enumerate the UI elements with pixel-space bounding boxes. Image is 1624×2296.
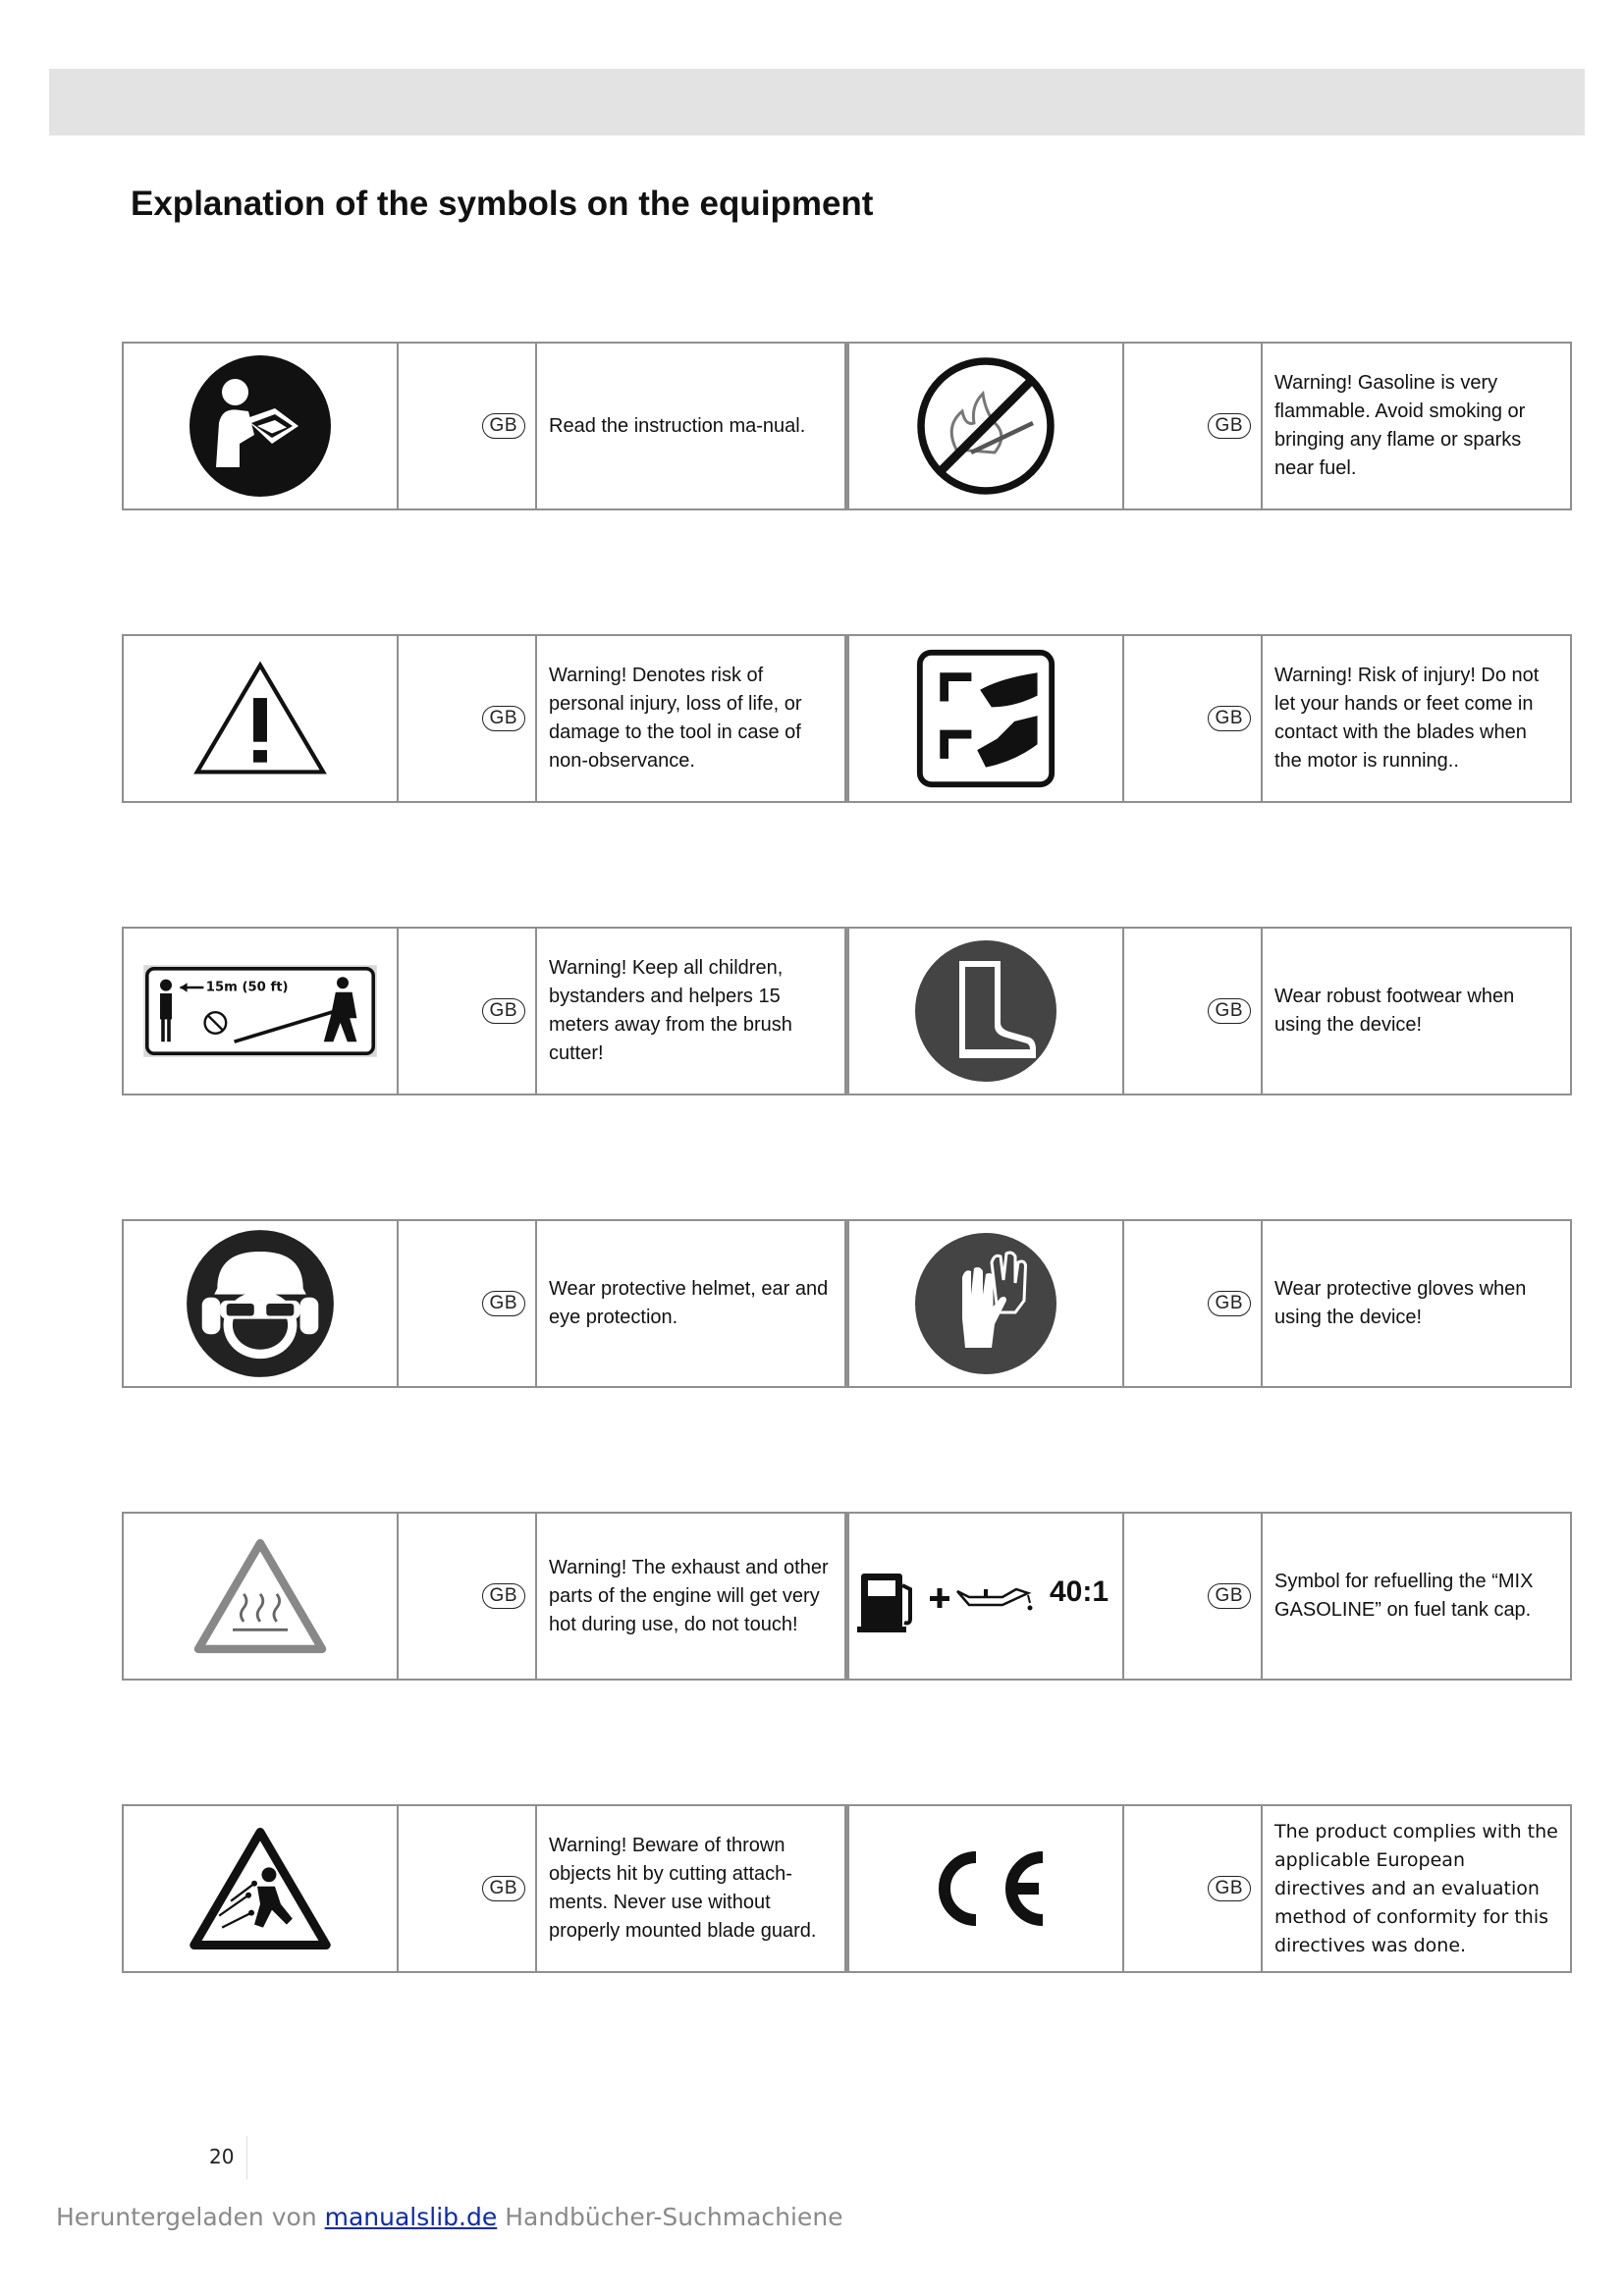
symbol-cell xyxy=(847,1805,1124,1972)
symbol-row xyxy=(122,1804,1572,1973)
symbol-cell xyxy=(123,343,398,509)
download-footer xyxy=(56,2203,843,2231)
symbol-row xyxy=(122,1512,1572,1681)
gb-cell xyxy=(1123,343,1262,509)
footer-suffix: Handbücher-Suchmachiene xyxy=(505,2203,843,2231)
no-flame-icon xyxy=(912,352,1059,500)
gb-badge: GB xyxy=(1208,706,1251,731)
page-title: Explanation of the symbols on the equipment xyxy=(131,185,874,223)
footer-prefix: Heruntergeladen von xyxy=(56,2203,317,2231)
gb-badge: GB xyxy=(482,1583,525,1609)
gb-cell xyxy=(398,343,536,509)
distance-15m-icon xyxy=(140,964,380,1058)
symbol-description: Warning! Denotes risk of personal injury, loss of life, or damage to the tool in case of non-observance. xyxy=(536,635,847,802)
gb-cell xyxy=(398,1513,536,1680)
symbol-cell xyxy=(847,1220,1124,1387)
page-number: 20 xyxy=(209,2145,235,2168)
symbol-description: Wear robust footwear when using the device! xyxy=(1262,928,1571,1095)
warning-triangle-icon xyxy=(191,660,329,777)
symbol-cell xyxy=(847,1513,1124,1680)
gb-badge: GB xyxy=(1208,1291,1251,1316)
symbol-description: The product complies with the applicable European directives and an evaluation method of conformity for this directives was done. xyxy=(1262,1805,1571,1972)
symbol-cell xyxy=(123,635,398,802)
ce-mark-icon xyxy=(917,1840,1055,1938)
symbol-description: Warning! Gasoline is very flammable. Avoid smoking or bringing any flame or sparks near fuel. xyxy=(1262,343,1571,509)
manualslib-link[interactable]: manualslib.de xyxy=(324,2203,498,2231)
gb-badge: GB xyxy=(1208,1583,1251,1609)
symbol-cell xyxy=(847,928,1124,1095)
symbol-cell xyxy=(123,1220,398,1387)
blade-hand-foot-icon xyxy=(914,647,1057,790)
symbol-description: Wear protective helmet, ear and eye protection. xyxy=(536,1220,847,1387)
gb-cell xyxy=(398,635,536,802)
symbol-row xyxy=(122,342,1572,510)
symbol-cell xyxy=(123,1513,398,1680)
thrown-objects-icon xyxy=(187,1825,334,1952)
symbol-description: Warning! The exhaust and other parts of the engine will get very hot during use, do not touch! xyxy=(536,1513,847,1680)
page-number-divider xyxy=(246,2136,247,2179)
gb-badge: GB xyxy=(1208,1876,1251,1901)
symbol-description: Wear protective gloves when using the device! xyxy=(1262,1220,1571,1387)
distance-label: 15m (50 ft) xyxy=(205,980,289,995)
fuel-mix-icon xyxy=(853,1552,1118,1640)
fuel-ratio-label: 40:1 xyxy=(1050,1575,1110,1608)
gb-cell xyxy=(398,928,536,1095)
gb-cell xyxy=(1123,928,1262,1095)
gb-badge: GB xyxy=(482,1876,525,1901)
gb-badge: GB xyxy=(482,413,525,439)
gb-cell xyxy=(1123,635,1262,802)
hot-surface-icon xyxy=(191,1536,329,1656)
gb-badge: GB xyxy=(482,706,525,731)
boot-icon xyxy=(912,937,1059,1085)
gb-cell xyxy=(398,1220,536,1387)
symbol-description: Read the instruction ma-nual. xyxy=(536,343,847,509)
symbol-description: Warning! Beware of thrown objects hit by cutting attach-ments. Never use without properly mounted blade guard. xyxy=(536,1805,847,1972)
symbol-row xyxy=(122,927,1572,1095)
gb-cell xyxy=(398,1805,536,1972)
symbol-row xyxy=(122,1219,1572,1388)
symbol-cell xyxy=(123,928,398,1095)
symbol-description: Warning! Keep all children, bystanders and helpers 15 meters away from the brush cutter! xyxy=(536,928,847,1095)
gloves-icon xyxy=(912,1230,1059,1377)
symbol-cell xyxy=(847,343,1124,509)
helmet-ear-eye-icon xyxy=(184,1227,337,1380)
read-manual-icon xyxy=(187,352,334,500)
gb-badge: GB xyxy=(482,998,525,1024)
symbol-description: Warning! Risk of injury! Do not let your hands or feet come in contact with the blades when the motor is running.. xyxy=(1262,635,1571,802)
symbol-row xyxy=(122,634,1572,803)
gb-cell xyxy=(1123,1805,1262,1972)
gb-badge: GB xyxy=(1208,998,1251,1024)
symbol-cell xyxy=(847,635,1124,802)
gb-cell xyxy=(1123,1220,1262,1387)
header-bar xyxy=(49,69,1585,135)
gb-badge: GB xyxy=(482,1291,525,1316)
symbol-description: Symbol for refuelling the “MIX GASOLINE” on fuel tank cap. xyxy=(1262,1513,1571,1680)
symbol-cell xyxy=(123,1805,398,1972)
gb-cell xyxy=(1123,1513,1262,1680)
gb-badge: GB xyxy=(1208,413,1251,439)
